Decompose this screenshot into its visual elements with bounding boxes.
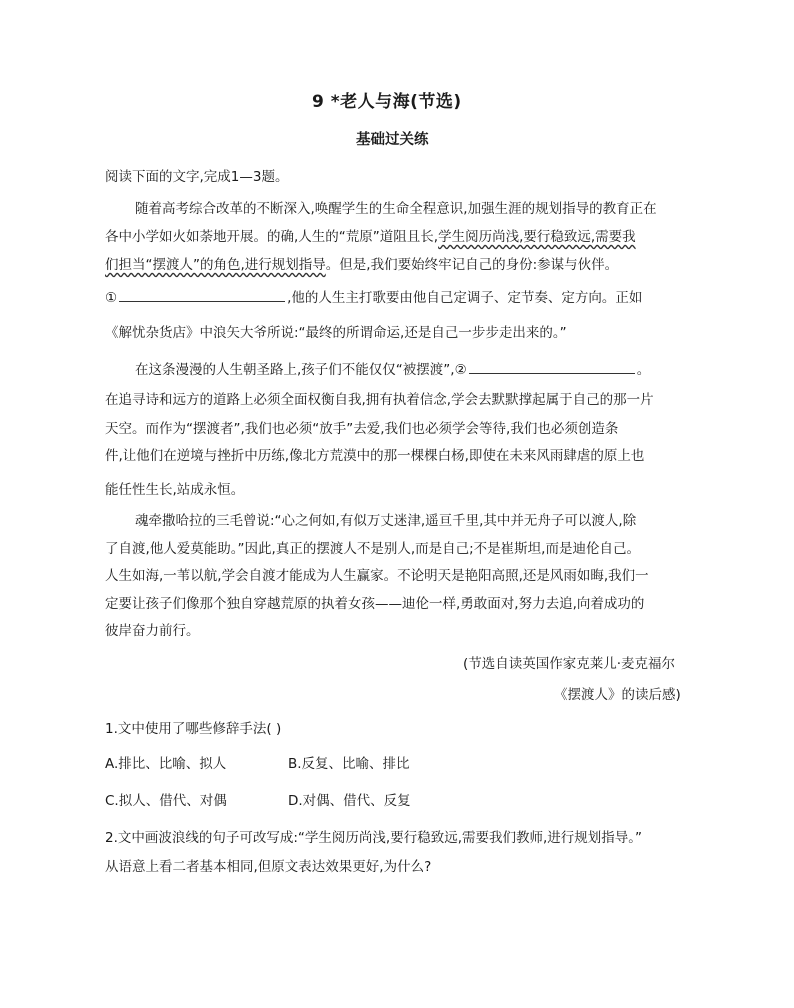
question-2: 从语意上看二者基本相同,但原文表达效果更好,为什么?	[105, 859, 432, 875]
option-b[interactable]: B.反复、比喻、排比	[288, 756, 410, 772]
paragraph-1-line: 《解忧杂货店》中浪矢大爷所说:“最终的所谓命运,还是自己一步步走出来的。”	[105, 325, 567, 341]
page-title: 9 *老人与海(节选)	[312, 92, 462, 112]
paragraph-3-line: 彼岸奋力前行。	[105, 623, 200, 639]
paragraph-1-line	[105, 256, 618, 274]
paragraph-3-line: 了自渡,他人爱莫能助。”因此,真正的摆渡人不是别人,而是自己;不是崔斯坦,而是迪伦自己。	[105, 541, 640, 557]
text-span: ,他的人生主打歌要由他自己定调子、定节奏、定方向。正如	[287, 290, 643, 306]
blank-number: ①	[105, 290, 118, 306]
paragraph-1-line	[105, 228, 636, 246]
option-a[interactable]: A.排比、比喻、拟人	[105, 756, 227, 772]
paragraph-2-line: 能任性生长,站成永恒。	[105, 482, 245, 498]
answer-blank-1[interactable]	[119, 288, 285, 302]
text-span: 各中小学如火如荼地开展。的确,人生的“荒原”道阻且长,	[105, 229, 439, 245]
text-span: 在这条漫漫的人生朝圣路上,孩子们不能仅仅“被摆渡”,②	[135, 362, 467, 378]
paragraph-2-line: 件,让他们在逆境与挫折中历练,像北方荒漠中的那一棵棵白杨,即使在未来风雨肆虐的原上也	[105, 448, 645, 464]
paragraph-3-line: 定要让孩子们像那个独自穿越荒原的执着女孩——迪伦一样,勇敢面对,努力去追,向着成功的	[105, 596, 645, 612]
paragraph-1-line	[105, 288, 642, 307]
wavy-underlined-sentence: 们担当“摆渡人”的角色,进行规划指导	[105, 257, 326, 273]
paragraph-2-line: 在追寻诗和远方的道路上必须全面权衡自我,拥有执着信念,学会去默默撑起属于自己的那一片	[105, 392, 654, 408]
source-note: (节选自读英国作家克莱儿·麦克福尔	[463, 656, 676, 672]
text-span: 。但是,我们要始终牢记自己的身份:参谋与伙伴。	[325, 257, 619, 273]
paragraph-2-line	[135, 360, 650, 379]
paragraph-2-line: 天空。而作为“摆渡者”,我们也必须“放手”去爱,我们也必须学会等待,我们也必须创造条	[105, 421, 619, 437]
text-span: 。	[636, 362, 651, 378]
source-note: 《摆渡人》的读后感)	[554, 687, 681, 703]
question-2: 2.文中画波浪线的句子可改写成:“学生阅历尚浅,要行稳致远,需要我们教师,进行规划指导。”	[105, 830, 643, 846]
paragraph-3-line: 魂牵撒哈拉的三毛曾说:“心之何如,有似万丈迷津,遥亘千里,其中并无舟子可以渡人,除	[135, 513, 637, 529]
option-d[interactable]: D.对偶、借代、反复	[288, 793, 411, 809]
option-c[interactable]: C.拟人、借代、对偶	[105, 793, 227, 809]
page-subtitle: 基础过关练	[356, 132, 429, 148]
question-1: 1.文中使用了哪些修辞手法( )	[105, 721, 282, 737]
paragraph-1-line: 随着高考综合改革的不断深入,唤醒学生的生命全程意识,加强生涯的规划指导的教育正在	[135, 201, 657, 217]
reading-instruction: 阅读下面的文字,完成1—3题。	[105, 169, 289, 185]
paragraph-3-line: 人生如海,一苇以航,学会自渡才能成为人生赢家。不论明天是艳阳高照,还是风雨如晦,我们一	[105, 568, 649, 584]
wavy-underlined-sentence: 学生阅历尚浅,要行稳致远,需要我	[438, 229, 636, 245]
answer-blank-2[interactable]	[469, 360, 635, 374]
